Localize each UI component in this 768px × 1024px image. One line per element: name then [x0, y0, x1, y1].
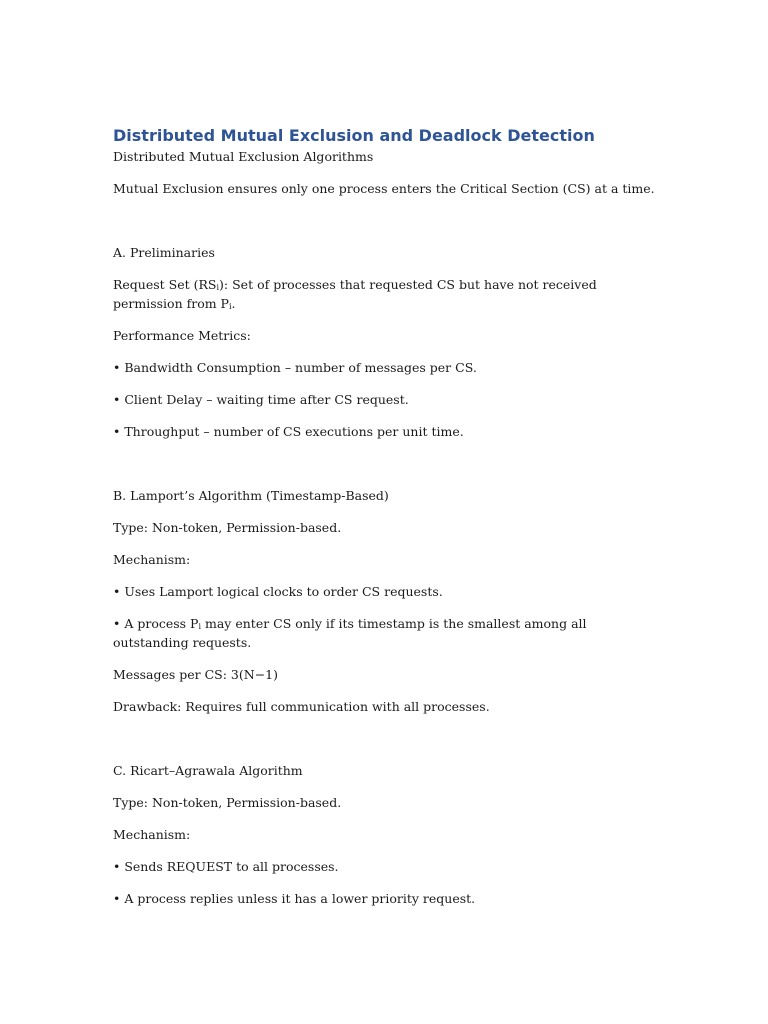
document-body: [113, 125, 658, 921]
request-set-text: ): Set of processes that requested CS but have not received permission from P: [113, 277, 597, 311]
section-spacer: [113, 454, 658, 486]
metric-item: • Throughput – number of CS executions per unit time.: [113, 424, 464, 439]
section-b-bullet: • Uses Lamport logical clocks to order CS requests.: [113, 584, 443, 599]
section-b-bullet: [113, 614, 658, 652]
section-b-messages: Messages per CS: 3(N−1): [113, 667, 278, 682]
section-c-mechanism-label: Mechanism:: [113, 827, 191, 842]
request-set-prefix: Request Set (RS: [113, 277, 217, 292]
bullet-subscript: i: [198, 622, 202, 631]
request-set-subscript: i: [216, 283, 220, 292]
section-spacer: [113, 211, 658, 243]
metric-item: • Client Delay – waiting time after CS request.: [113, 392, 409, 407]
section-b-mechanism-label: Mechanism:: [113, 552, 191, 567]
metrics-label: Performance Metrics:: [113, 328, 251, 343]
document-subtitle: Distributed Mutual Exclusion Algorithms: [113, 149, 374, 164]
section-b-drawback: Drawback: Requires full communication with all processes.: [113, 699, 490, 714]
metric-item: • Bandwidth Consumption – number of messages per CS.: [113, 360, 477, 375]
section-b-heading: B. Lamport’s Algorithm (Timestamp-Based): [113, 488, 389, 503]
section-c-heading: C. Ricart–Agrawala Algorithm: [113, 763, 303, 778]
section-c-bullet: • Sends REQUEST to all processes.: [113, 859, 339, 874]
section-spacer: [113, 729, 658, 761]
document-title: Distributed Mutual Exclusion and Deadlock Detection: [113, 126, 595, 145]
request-set-paragraph: [113, 275, 658, 313]
section-c-bullet: • A process replies unless it has a lower priority request.: [113, 891, 476, 906]
intro-paragraph: Mutual Exclusion ensures only one process enters the Critical Section (CS) at a time.: [113, 181, 655, 196]
section-a-heading: A. Preliminaries: [113, 245, 215, 260]
section-c-type: Type: Non-token, Permission-based.: [113, 795, 342, 810]
bullet-text: may enter CS only if its timestamp is the smallest among all outstanding requests.: [113, 616, 587, 650]
request-set-end: .: [231, 296, 236, 311]
request-set-subscript-2: i: [228, 302, 232, 311]
section-b-type: Type: Non-token, Permission-based.: [113, 520, 342, 535]
bullet-prefix: • A process P: [113, 616, 199, 631]
